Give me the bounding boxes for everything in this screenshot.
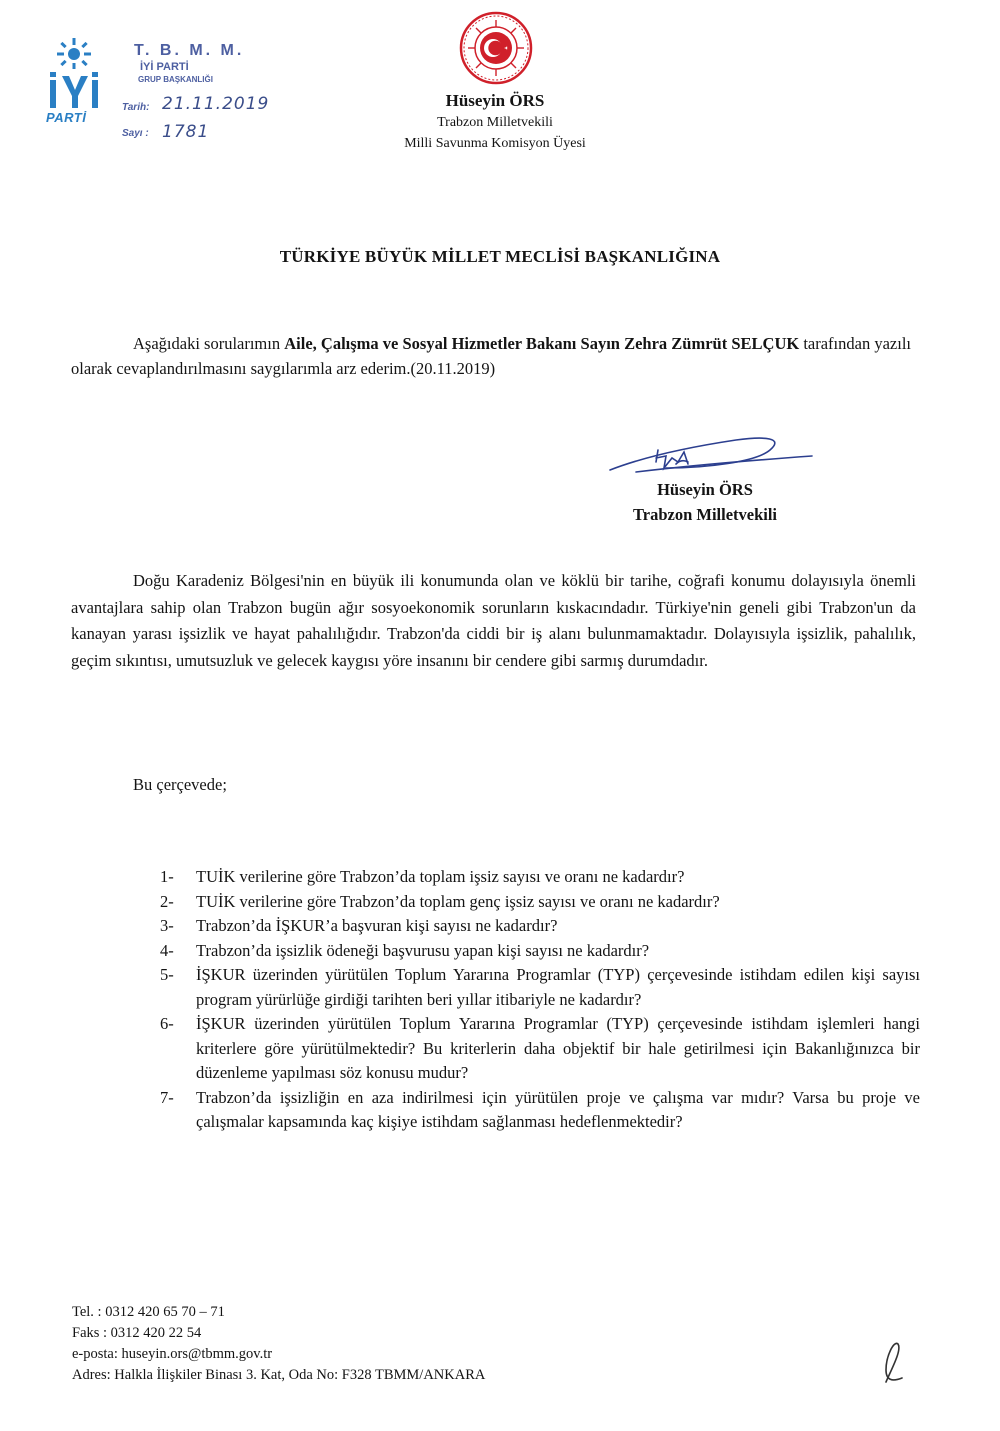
header-title: Trabzon Milletvekili [437,115,553,130]
stamp-line-1: T. B. M. M. [134,42,245,59]
party-logo [44,38,104,138]
question-text: Trabzon’da işsizlik ödeneği başvurusu yapan kişi sayısı ne kadardır? [196,940,650,960]
signature-title: Trabzon Milletvekili [632,505,778,524]
list-item [160,963,920,1012]
letter-heading: TÜRKİYE BÜYÜK MİLLET MECLİSİ BAŞKANLIĞINA [279,247,721,266]
party-logo-sub: PARTİ [46,110,87,125]
footer-address: Adres: Halkla İlişkiler Binası 3. Kat, Oda No: F328 TBMM/ANKARA [72,1367,486,1383]
list-item [160,1012,920,1086]
intro-after: tarafından yazılı olarak cevaplandırılmasını saygılarımla arz ederim.(20.11.2019) [71,334,911,378]
intro-addressee: Aile, Çalışma ve Sosyal Hizmetler Bakanı Sayın Zehra Zümrüt SELÇUK [284,334,800,353]
stamp-date-label: Tarih: [122,102,150,113]
list-item [160,865,920,890]
question-number: 3- [160,916,174,935]
list-item [160,890,920,915]
question-text: Trabzon’da işsizliğin en aza indirilmesi için yürütülen proje ve çalışma var mıdır? Varsa bu proje ve çalışmalar kapsamında kaç kişiye istihdam sağlanması hedeflenmektedir? [196,1087,920,1131]
header-committee: Milli Savunma Komisyon Üyesi [404,136,586,151]
footer-email: e-posta: huseyin.ors@tbmm.gov.tr [72,1346,273,1362]
footer-phone: Tel. : 0312 420 65 70 – 71 [72,1304,225,1320]
list-item [160,939,920,964]
question-text: İŞKUR üzerinden yürütülen Toplum Yararına Programlar (TYP) çerçevesinde istihdam edilen kişi sayısı program yürürlüğe girdiği tarihten beri yıllar itibariyle ne kadardır? [196,965,920,1009]
question-number: 6- [160,1014,174,1033]
header-name: Hüseyin ÖRS [445,91,545,110]
question-number: 1- [160,867,174,886]
question-text: İŞKUR üzerinden yürütülen Toplum Yararına Programlar (TYP) çerçevesinde istihdam işlemleri hangi kriterlere göre yürütülmektedir? Bu kriterlerin daha objektif bir hale getirilmesi için Bakanlığınızca bir düzenleme yapılması söz konusu mudur? [196,1014,920,1082]
question-text: TUİK verilerine göre Trabzon’da toplam genç işsiz sayısı ve oranı ne kadardır? [196,891,720,911]
body-paragraph: Doğu Karadeniz Bölgesi'nin en büyük ili konumunda olan ve köklü bir tarihe, coğrafi konumu dolayısıyla önemli avantajlara sahip olan Trabzon bugün ağır sosyoekonomik sorunların kıskacındadır. Türkiye'nin geneli gibi Trabzon'un da kanayan yarası işsizlik ve hayat pahalılığıdır. Trabzon'da ciddi bir iş alanı bulunmamaktadır. Dolayısıyla işsizlik, pahalılık, geçim sıkıntısı, umutsuzluk ve gelecek kaygısı yöre insanını bir cendere gibi sarmış durumdadır. [71,571,916,670]
intro-paragraph [71,331,911,381]
signature-image [606,428,816,484]
signature-name: Hüseyin ÖRS [657,480,753,499]
stamp-line-2: İYİ PARTİ [140,61,189,73]
stamp-date-value: 21.11.2019 [162,94,270,114]
stamp-number-label: Sayı : [122,128,149,139]
question-list [160,865,920,1135]
footer-fax: Faks : 0312 420 22 54 [72,1325,202,1341]
registry-stamp [118,42,278,152]
stamp-line-3: GRUP BAŞKANLIĞI [138,75,213,84]
question-number: 4- [160,940,174,960]
list-item [160,914,920,939]
intro-before: Aşağıdaki sorularımın [133,334,285,353]
question-number: 5- [160,965,174,984]
contact-footer [72,1302,485,1386]
list-item [160,1086,920,1135]
question-text: TUİK verilerine göre Trabzon’da toplam işsiz sayısı ve oranı ne kadardır? [196,867,685,886]
tbmm-emblem-icon [458,10,534,86]
frame-text: Bu çerçevede; [133,775,227,794]
stamp-number-value: 1781 [162,122,210,142]
question-number: 7- [160,1087,174,1107]
question-number: 2- [160,891,174,911]
handwritten-mark [872,1338,912,1388]
question-text: Trabzon’da İŞKUR’a başvuran kişi sayısı ne kadardır? [196,916,558,935]
sun-icon [44,38,104,116]
